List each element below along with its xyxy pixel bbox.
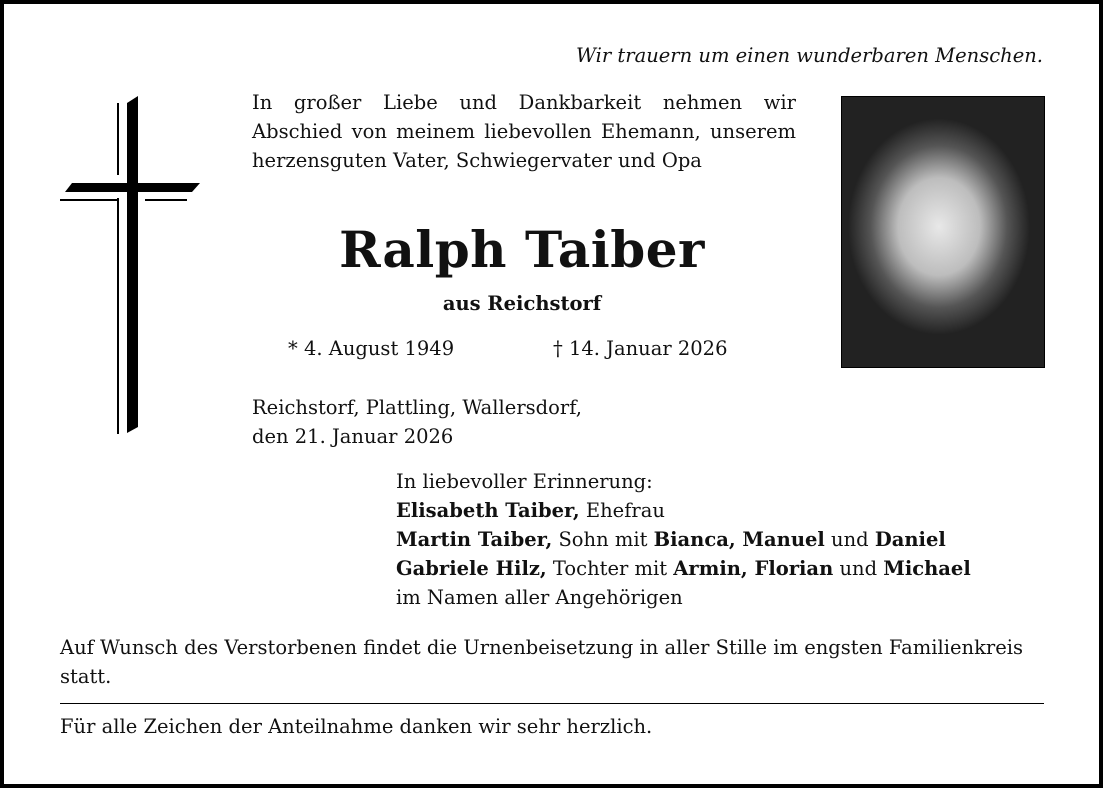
family-name: Gabriele Hilz, <box>396 557 547 580</box>
family-block <box>396 467 971 612</box>
death-date: † 14. Januar 2026 <box>553 337 728 360</box>
family-role: Ehefrau <box>579 499 665 522</box>
place-date <box>252 393 582 451</box>
family-line <box>396 525 971 554</box>
origin: aus Reichstorf <box>442 292 602 315</box>
family-name: Elisabeth Taiber, <box>396 499 580 522</box>
deceased-name: Ralph Taiber <box>339 220 705 279</box>
portrait-photo <box>841 96 1045 368</box>
burial-note: Auf Wunsch des Verstorbenen findet die Urnenbeisetzung in aller Stille im engsten Familienkreis statt. <box>60 636 1023 688</box>
family-line <box>396 496 971 525</box>
family-name: Michael <box>883 557 971 580</box>
family-name: Daniel <box>874 528 946 551</box>
family-closing: im Namen aller Angehörigen <box>396 586 683 609</box>
divider <box>60 703 1044 704</box>
date-line: den 21. Januar 2026 <box>252 425 454 448</box>
motto: Wir trauern um einen wunderbaren Menschen. <box>575 44 1043 67</box>
conjunction: und <box>833 557 884 580</box>
family-heading: In liebevoller Erinnerung: <box>396 470 653 493</box>
family-name: Armin, Florian <box>673 557 834 580</box>
family-role: Sohn mit <box>552 528 654 551</box>
cross-icon <box>50 90 210 440</box>
thanks-text: Für alle Zeichen der Anteilnahme danken wir sehr herzlich. <box>60 715 653 738</box>
conjunction: und <box>824 528 875 551</box>
family-name: Martin Taiber, <box>396 528 553 551</box>
family-role: Tochter mit <box>546 557 674 580</box>
family-line <box>396 554 971 583</box>
intro-text: In großer Liebe und Dankbarkeit nehmen wir Abschied von meinem liebevollen Ehemann, unserem herzensguten Vater, Schwiegervater und Opa <box>252 91 796 172</box>
place-line: Reichstorf, Plattling, Wallersdorf, <box>252 396 582 419</box>
family-name: Bianca, Manuel <box>653 528 825 551</box>
birth-date: * 4. August 1949 <box>288 337 455 360</box>
